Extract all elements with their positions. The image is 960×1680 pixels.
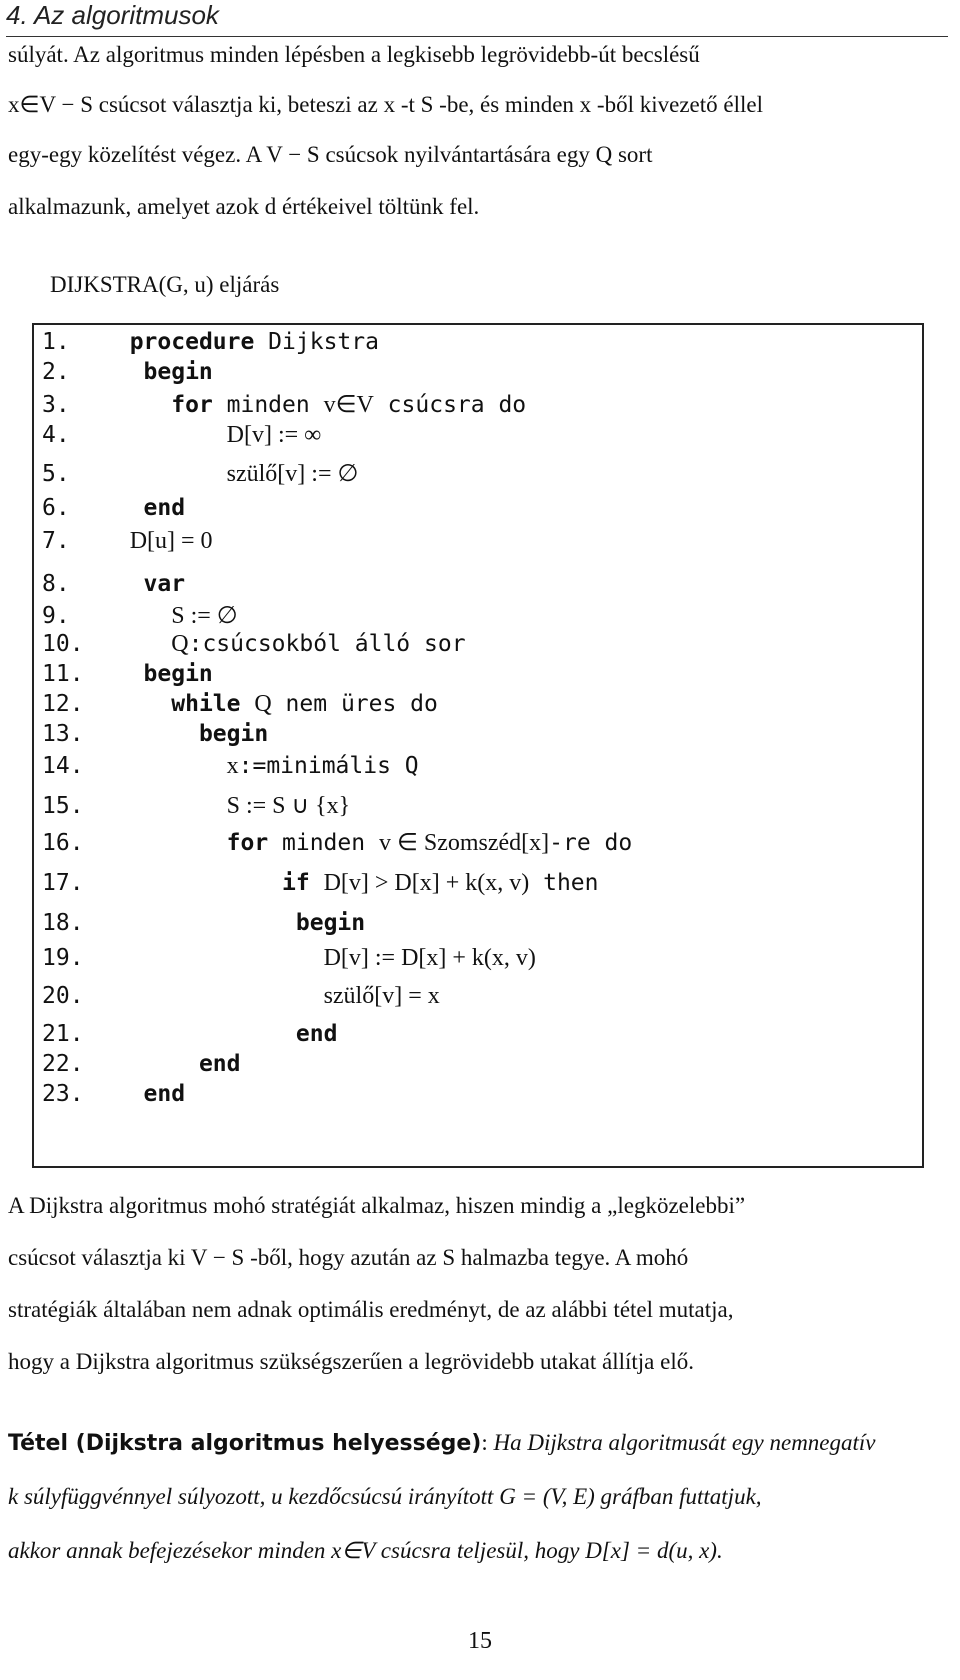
code-keyword: begin [295, 910, 366, 936]
code-line [42, 1051, 240, 1077]
code-line [42, 791, 350, 820]
code-line [42, 422, 321, 449]
code-line-number: 20. [42, 983, 84, 1009]
code-line-number: 8. [42, 571, 70, 597]
para-line-4: hogy a Dijkstra algoritmus szükségszerűen a legrövidebb utakat állítja elő. [8, 1349, 694, 1374]
header-rule [6, 36, 948, 37]
code-indent [102, 753, 227, 779]
code-line-number: 10. [42, 631, 84, 657]
code-line-number: 19. [42, 945, 84, 971]
code-line [42, 828, 632, 857]
code-indent [102, 571, 144, 597]
code-indent [102, 721, 199, 747]
code-math: v ∈ Szomszéd[x] [378, 830, 550, 856]
code-line [42, 1021, 337, 1047]
chapter-header: 4. Az algoritmusok [6, 0, 219, 30]
code-line-number: 2. [42, 359, 70, 385]
code-text: minden [268, 830, 379, 856]
code-text-after: then [529, 870, 599, 896]
code-keyword: for [171, 392, 213, 418]
code-line [42, 631, 466, 658]
code-line [42, 459, 358, 488]
code-indent [102, 422, 227, 448]
code-line-number: 14. [42, 753, 84, 779]
code-math: D[u] = 0 [129, 528, 213, 554]
code-text [241, 691, 255, 717]
code-keyword: if [282, 870, 310, 896]
code-indent [102, 461, 227, 487]
code-line [42, 661, 213, 687]
code-math: v∈V [323, 392, 374, 418]
code-indent [102, 528, 130, 554]
code-line-number: 3. [42, 392, 70, 418]
code-line-number: 4. [42, 422, 70, 448]
code-keyword: begin [143, 661, 213, 687]
code-math: szülő[v] = x [323, 983, 440, 1009]
code-keyword: end [143, 1081, 186, 1107]
para-line-3: stratégiák általában nem adnak optimális eredményt, de az alábbi tétel mutatja, [8, 1297, 734, 1322]
code-line-number: 15. [42, 793, 84, 819]
code-text-after: -re do [549, 830, 633, 856]
code-line [42, 329, 379, 355]
code-line [42, 601, 238, 630]
code-line [42, 528, 213, 555]
code-indent [102, 1021, 296, 1047]
intro-line-3: egy-egy közelítést végez. A V − S csúcsok nyilvántartására egy Q sort [8, 142, 653, 167]
code-indent [102, 983, 324, 1009]
code-line [42, 945, 536, 972]
code-line [42, 910, 365, 936]
code-text-after: :csúcsokból álló sor [188, 631, 466, 657]
code-keyword: end [295, 1021, 338, 1047]
code-line-number: 16. [42, 830, 84, 856]
procedure-title: DIJKSTRA(G, u) eljárás [50, 272, 280, 297]
code-line-number: 17. [42, 870, 84, 896]
code-line-number: 13. [42, 721, 84, 747]
code-text-after: :=minimális Q [238, 753, 419, 779]
code-line [42, 390, 526, 419]
code-math: S := ∅ [171, 603, 238, 629]
code-keyword: end [143, 495, 186, 521]
code-line-number: 7. [42, 528, 70, 554]
code-indent [102, 392, 171, 418]
page-number: 15 [468, 1628, 492, 1654]
code-keyword: procedure [129, 329, 255, 355]
code-math: Q [254, 691, 272, 717]
code-line-number: 18. [42, 910, 84, 936]
code-indent [102, 691, 171, 717]
code-text: minden [212, 392, 324, 418]
code-indent [102, 830, 227, 856]
code-text-after: nem üres do [271, 691, 438, 717]
code-indent [102, 1051, 199, 1077]
code-line [42, 359, 213, 385]
code-keyword: begin [198, 721, 269, 747]
code-indent [102, 495, 144, 521]
code-indent [102, 359, 144, 385]
code-line [42, 870, 599, 897]
code-indent [102, 793, 227, 819]
code-line-number: 5. [42, 461, 70, 487]
intro-line-1: súlyát. Az algoritmus minden lépésben a legkisebb legrövidebb-út becslésű [8, 42, 700, 67]
code-line [42, 721, 268, 747]
code-math: Q [171, 631, 189, 657]
para-line-1: A Dijkstra algoritmus mohó stratégiát alkalmaz, hiszen mindig a „legközelebbi” [8, 1193, 746, 1218]
code-line-number: 9. [42, 603, 70, 629]
code-line [42, 691, 438, 718]
code-indent [102, 631, 171, 657]
code-math: D[v] > D[x] + k(x, v) [323, 870, 530, 896]
code-keyword: begin [143, 359, 213, 385]
intro-line-2: x∈V − S csúcsot választja ki, beteszi az x -t S -be, és minden x -ből kivezető éllel [8, 92, 763, 117]
para-line-2: csúcsot választja ki V − S -ből, hogy azután az S halmazba tegye. A mohó [8, 1245, 689, 1270]
code-keyword: for [226, 830, 269, 856]
code-line-number: 22. [42, 1051, 84, 1077]
code-line-number: 12. [42, 691, 84, 717]
code-indent [102, 661, 144, 687]
code-keyword: var [143, 571, 186, 597]
code-line-number: 21. [42, 1021, 84, 1047]
code-line [42, 495, 185, 521]
theorem-line-3: akkor annak befejezésekor minden x∈V csúcsra teljesül, hogy D[x] = d(u, x). [8, 1538, 723, 1563]
code-math: szülő[v] := ∅ [226, 461, 359, 487]
code-line-number: 23. [42, 1081, 84, 1107]
code-indent [102, 870, 282, 896]
code-keyword: while [171, 691, 241, 717]
code-indent [102, 1081, 144, 1107]
code-math: x [226, 753, 239, 779]
code-text: Dijkstra [254, 329, 379, 355]
theorem-line-1: Tétel (Dijkstra algoritmus helyessége): Ha Dijkstra algoritmusát egy nemnegatív [8, 1430, 876, 1456]
code-line-number: 1. [42, 329, 70, 355]
theorem-text-1: Ha Dijkstra algoritmusát egy nemnegatív [493, 1430, 876, 1455]
pseudocode-box [32, 323, 924, 1168]
intro-line-4: alkalmazunk, amelyet azok d értékeivel töltünk fel. [8, 194, 480, 219]
code-line [42, 983, 440, 1010]
code-text-after: csúcsra do [373, 392, 527, 418]
code-indent [102, 329, 130, 355]
code-math: D[v] := D[x] + k(x, v) [323, 945, 536, 971]
code-indent [102, 910, 296, 936]
code-indent [102, 603, 171, 629]
code-line [42, 1081, 185, 1107]
theorem-line-2: k súlyfüggvénnyel súlyozott, u kezdőcsúcsú irányított G = (V, E) gráfban futtatjuk, [8, 1484, 762, 1509]
code-line-number: 11. [42, 661, 84, 687]
theorem-title: Tétel (Dijkstra algoritmus helyessége) [8, 1431, 482, 1456]
code-math: D[v] := ∞ [226, 422, 322, 448]
code-text [310, 870, 324, 896]
code-line [42, 753, 419, 780]
code-math: S := S ∪ {x} [226, 793, 351, 819]
code-keyword: end [198, 1051, 241, 1077]
code-line [42, 571, 185, 597]
code-line-number: 6. [42, 495, 70, 521]
code-indent [102, 945, 324, 971]
